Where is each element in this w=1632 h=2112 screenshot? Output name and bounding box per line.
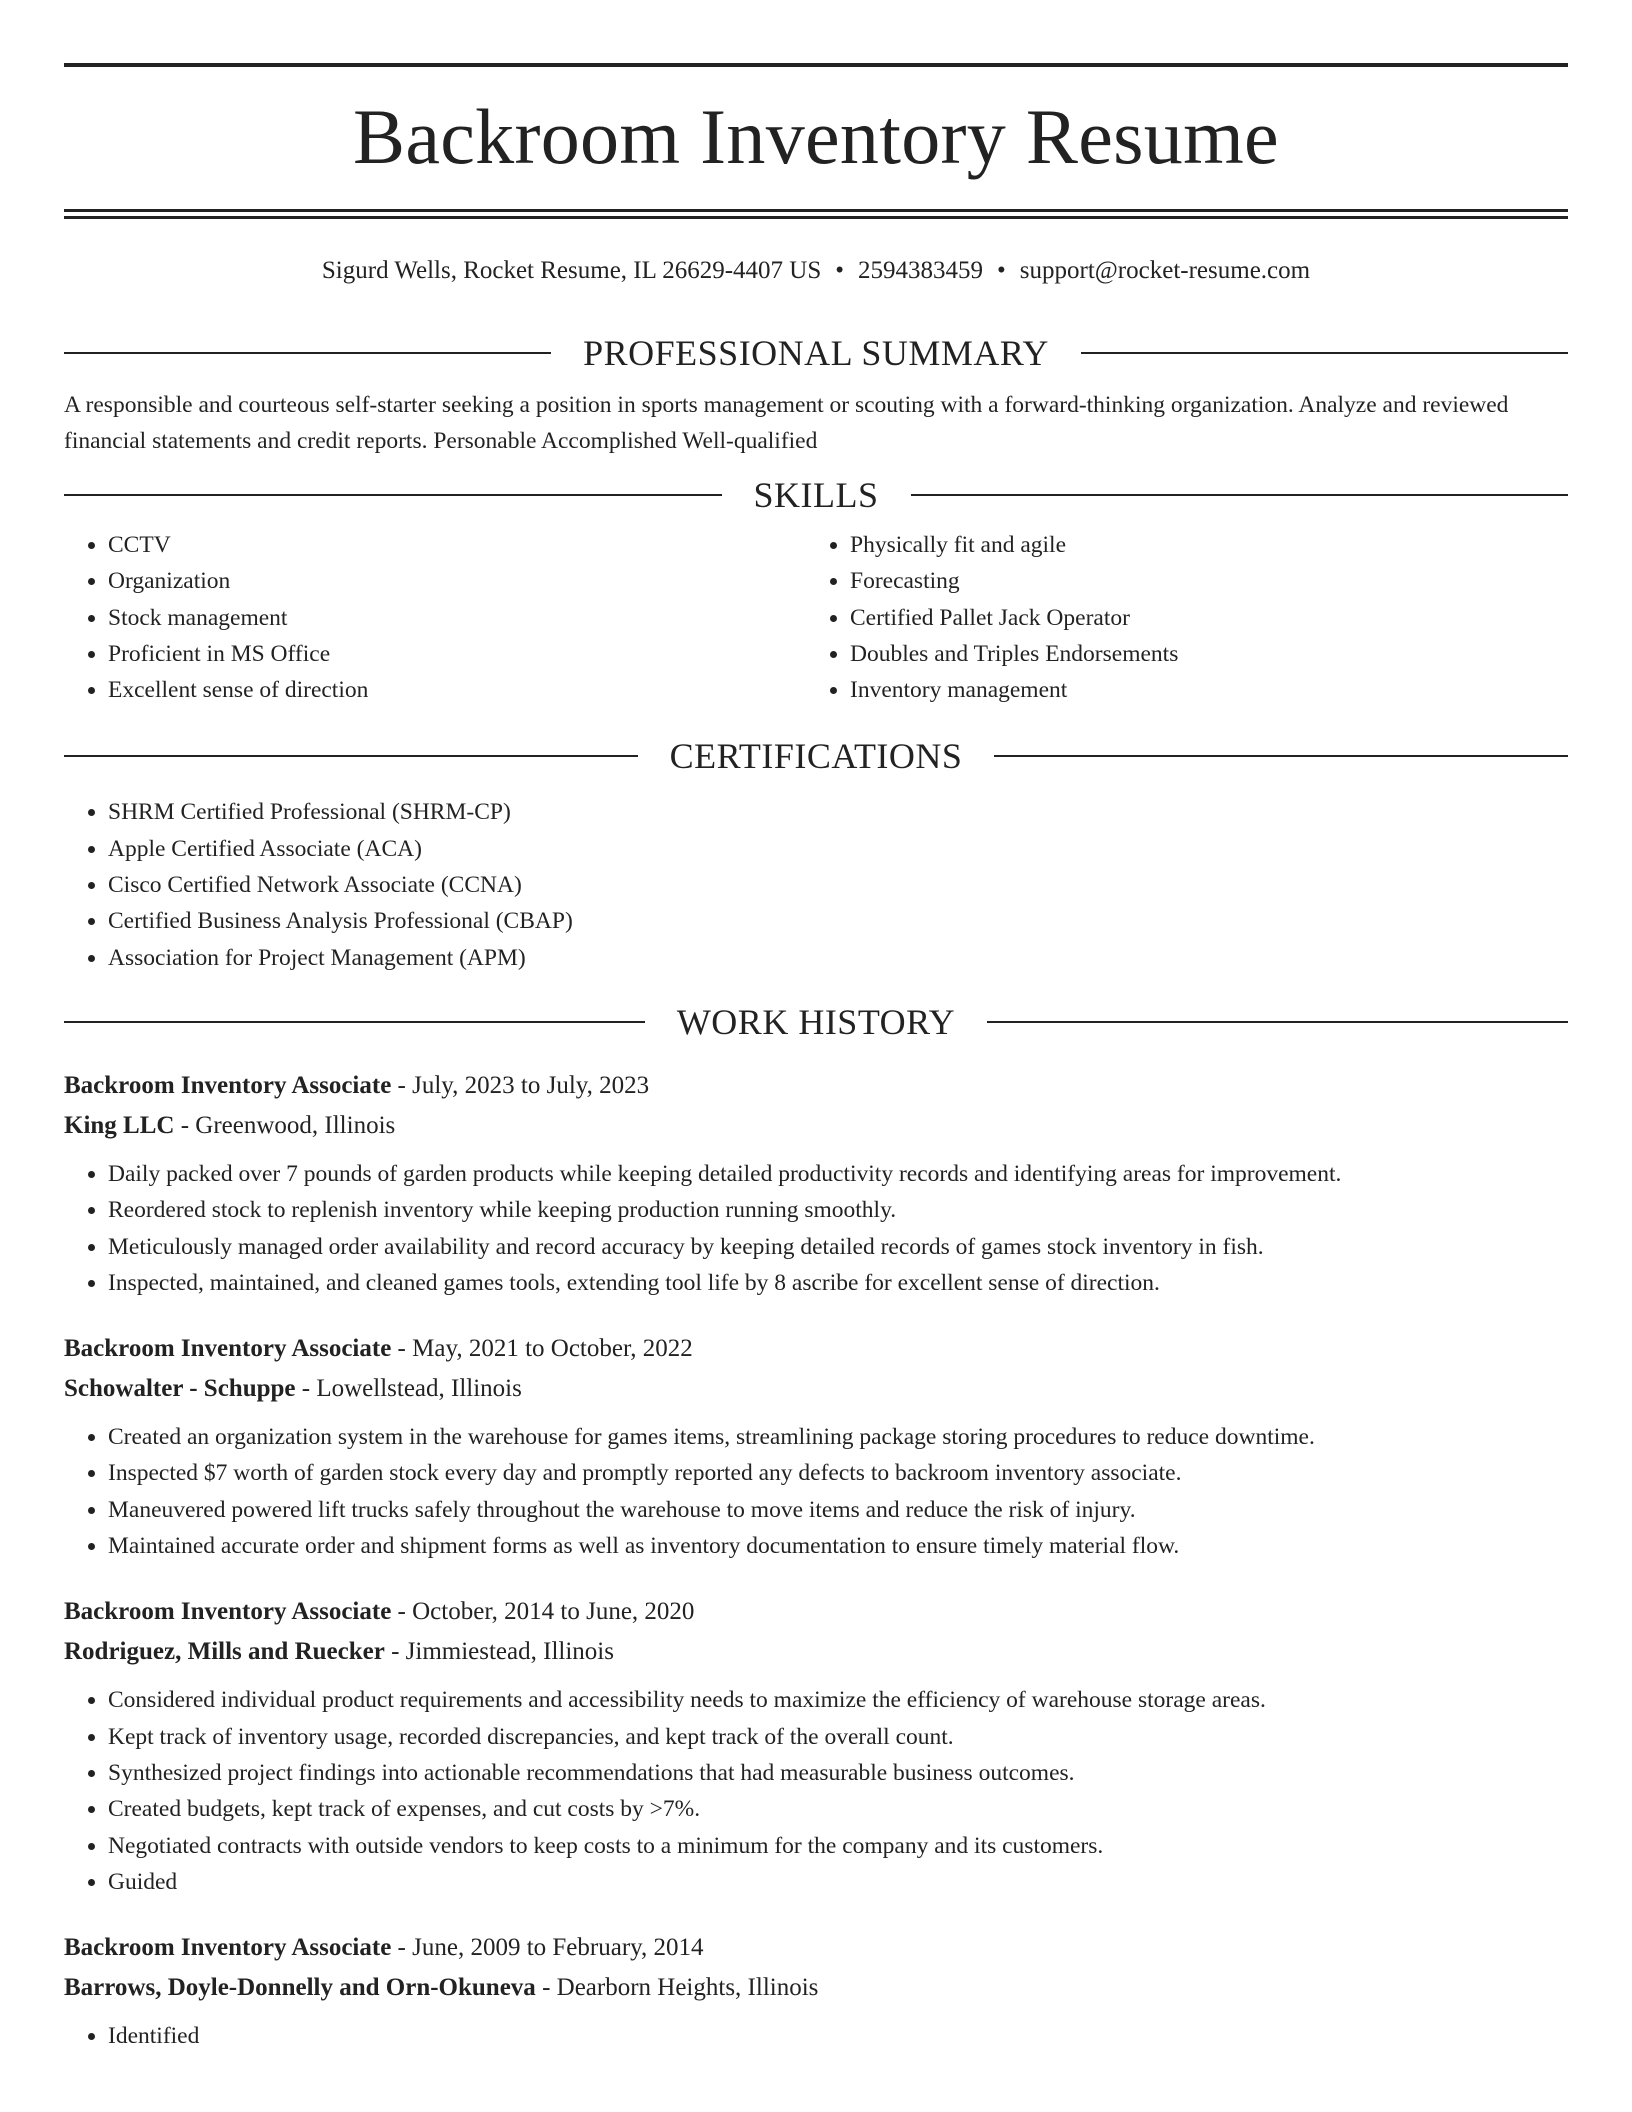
skill-item: • Stock management	[108, 600, 806, 636]
job-company: Rodriguez, Mills and Ruecker	[64, 1638, 385, 1666]
skills-column-right	[806, 527, 1548, 708]
heading-rule-right	[1081, 352, 1568, 354]
job-bullet: • Guided	[108, 1864, 1568, 1900]
job-title-line	[64, 1066, 1568, 1106]
job-bullet: • Created an organization system in the warehouse for games items, streamlining package storing procedures to reduce downtime.	[108, 1419, 1568, 1455]
heading-rule-right	[911, 494, 1569, 496]
contact-phone: 2594383459	[858, 257, 984, 284]
job-bullet: • Created budgets, kept track of expenses, and cut costs by >7%.	[108, 1791, 1568, 1827]
skills-column-left	[64, 527, 806, 708]
job-title: Backroom Inventory Associate	[64, 1071, 392, 1099]
summary-text: A responsible and courteous self-starter seeking a position in sports management or scouting with a forward-thinking organization. Analyze and reviewed financial statements and credit reports. Personable Accomplished Well-qualified	[64, 392, 1509, 454]
job-dates: - June, 2009 to February, 2014	[391, 1934, 704, 1962]
contact-email: support@rocket-resume.com	[1019, 257, 1311, 284]
job-title: Backroom Inventory Associate	[64, 1934, 392, 1962]
skill-item: • CCTV	[108, 527, 806, 563]
skills-heading	[64, 473, 1568, 517]
job-bullet: • Synthesized project findings into actionable recommendations that had measurable business outcomes.	[108, 1755, 1568, 1791]
job-company-line	[64, 1632, 1568, 1672]
job-bullet: • Identified	[108, 2018, 1568, 2054]
job-bullet: • Negotiated contracts with outside vendors to keep costs to a minimum for the company and its customers.	[108, 1828, 1568, 1864]
heading-rule-right	[994, 755, 1568, 757]
job-bullet: • Kept track of inventory usage, recorded discrepancies, and kept track of the overall count.	[108, 1719, 1568, 1755]
summary-heading-label: PROFESSIONAL SUMMARY	[583, 333, 1049, 373]
skill-item: • Proficient in MS Office	[108, 636, 806, 672]
certification-item: • Certified Business Analysis Professional (CBAP)	[108, 903, 1568, 939]
resume-page	[64, 0, 1568, 2054]
job-dates: - July, 2023 to July, 2023	[391, 1071, 650, 1099]
job-bullet: • Inspected, maintained, and cleaned games tools, extending tool life by 8 ascribe for excellent sense of direction.	[108, 1265, 1568, 1301]
job-title-line	[64, 1592, 1568, 1632]
job-company-line	[64, 1106, 1568, 1146]
job-entry	[64, 1329, 1568, 1564]
skills-heading-label: SKILLS	[753, 475, 879, 515]
job-title-line	[64, 1928, 1568, 1968]
job-title: Backroom Inventory Associate	[64, 1598, 392, 1626]
title-double-rule	[64, 209, 1568, 219]
job-bullet: • Reordered stock to replenish inventory while keeping production running smoothly.	[108, 1192, 1568, 1228]
skill-item: • Doubles and Triples Endorsements	[850, 636, 1548, 672]
skill-item: • Physically fit and agile	[850, 527, 1548, 563]
skill-item: • Organization	[108, 563, 806, 599]
certifications-list	[64, 794, 1568, 975]
job-entry	[64, 1592, 1568, 1900]
heading-rule-left	[64, 1021, 645, 1023]
job-company: King LLC	[64, 1111, 175, 1139]
job-location: - Lowellstead, Illinois	[295, 1375, 522, 1403]
job-dates: - October, 2014 to June, 2020	[391, 1598, 695, 1626]
certification-item: • Cisco Certified Network Associate (CCNA)	[108, 867, 1568, 903]
job-bullet: • Daily packed over 7 pounds of garden products while keeping detailed productivity records and identifying areas for improvement.	[108, 1156, 1568, 1192]
heading-rule-left	[64, 755, 638, 757]
skill-item: • Forecasting	[850, 563, 1548, 599]
heading-rule-right	[987, 1021, 1568, 1023]
job-dates: - May, 2021 to October, 2022	[391, 1335, 693, 1363]
job-bullet: • Maneuvered powered lift trucks safely throughout the warehouse to move items and reduce the risk of injury.	[108, 1492, 1568, 1528]
skill-item: • Certified Pallet Jack Operator	[850, 600, 1548, 636]
job-title: Backroom Inventory Associate	[64, 1335, 392, 1363]
job-bullet: • Considered individual product requirements and accessibility needs to maximize the efficiency of warehouse storage areas.	[108, 1682, 1568, 1718]
certification-item: • SHRM Certified Professional (SHRM-CP)	[108, 794, 1568, 830]
page-title: Backroom Inventory Resume	[353, 93, 1279, 180]
work-history-heading	[64, 1000, 1568, 1044]
certifications-heading	[64, 734, 1568, 778]
skill-item: • Inventory management	[850, 672, 1548, 708]
heading-rule-left	[64, 494, 722, 496]
top-rule	[64, 63, 1568, 67]
job-company: Schowalter - Schuppe	[64, 1375, 296, 1403]
job-company-line	[64, 1968, 1568, 2008]
skill-item: • Excellent sense of direction	[108, 672, 806, 708]
job-location: - Jimmiestead, Illinois	[384, 1638, 614, 1666]
skills-grid	[64, 527, 1568, 708]
job-location: - Greenwood, Illinois	[174, 1111, 396, 1139]
job-bullet: • Maintained accurate order and shipment forms as well as inventory documentation to ensure timely material flow.	[108, 1528, 1568, 1564]
job-bullets	[64, 2018, 1568, 2054]
job-bullets	[64, 1419, 1568, 1564]
heading-rule-left	[64, 352, 551, 354]
contact-address: Sigurd Wells, Rocket Resume, IL 26629-4407 US	[321, 257, 822, 284]
job-company-line	[64, 1369, 1568, 1409]
contact-separator: •	[835, 257, 845, 284]
job-title-line	[64, 1329, 1568, 1369]
job-bullet: • Meticulously managed order availability and record accuracy by keeping detailed records of games stock inventory in fish.	[108, 1229, 1568, 1265]
certification-item: • Apple Certified Associate (ACA)	[108, 831, 1568, 867]
summary-heading	[64, 331, 1568, 375]
certification-item: • Association for Project Management (APM)	[108, 940, 1568, 976]
job-bullets	[64, 1156, 1568, 1301]
contact-separator: •	[997, 257, 1006, 284]
contact-line	[64, 253, 1568, 289]
job-bullets	[64, 1682, 1568, 1900]
job-company: Barrows, Doyle-Donnelly and Orn-Okuneva	[64, 1974, 536, 2002]
certifications-heading-label: CERTIFICATIONS	[669, 736, 963, 777]
job-bullet: • Inspected $7 worth of garden stock every day and promptly reported any defects to backroom inventory associate.	[108, 1455, 1568, 1491]
work-history-heading-label: WORK HISTORY	[676, 1001, 956, 1042]
job-location: - Dearborn Heights, Illinois	[535, 1974, 819, 2002]
job-entry	[64, 1066, 1568, 1301]
job-entry	[64, 1928, 1568, 2054]
